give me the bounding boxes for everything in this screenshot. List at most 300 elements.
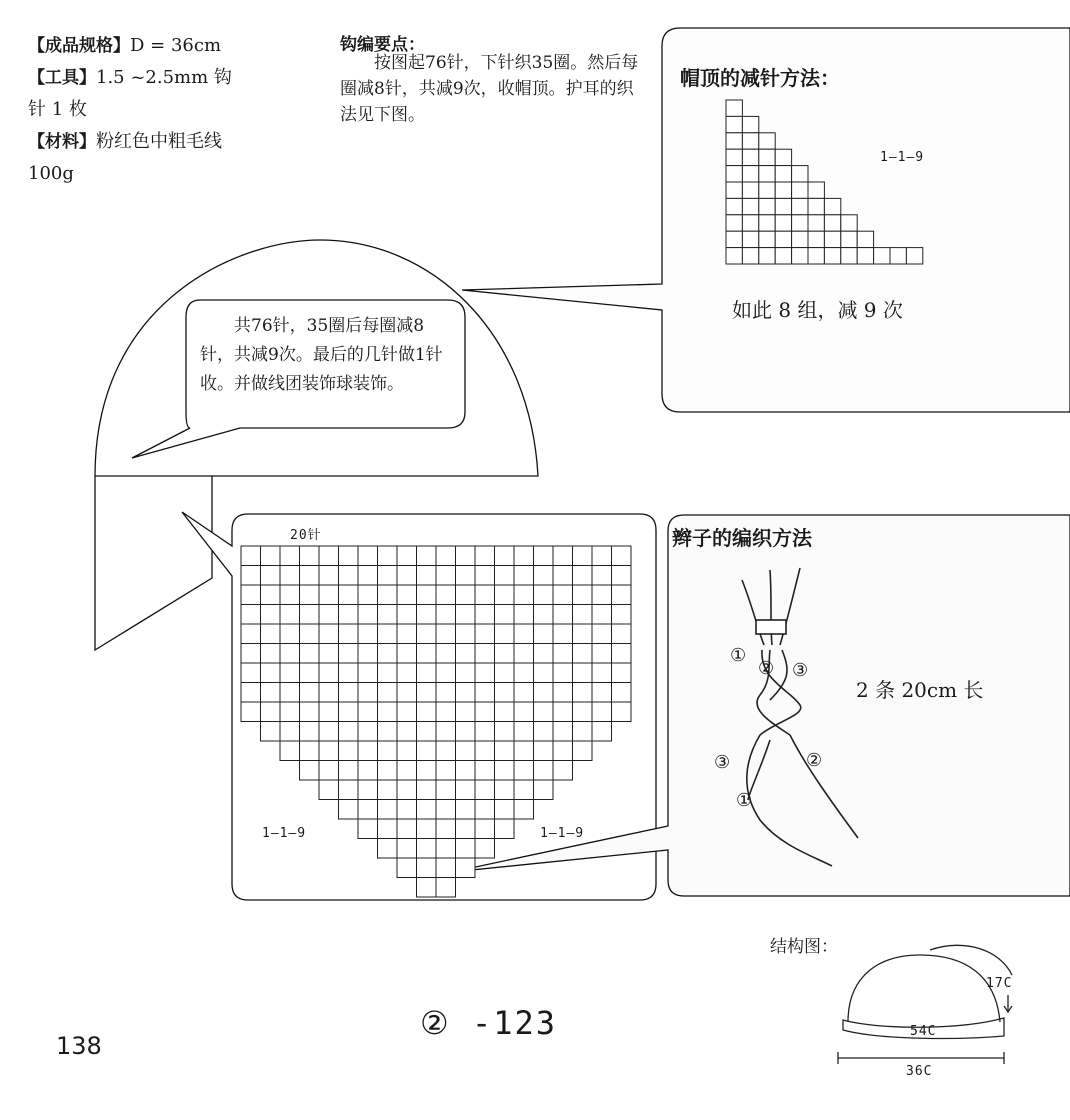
- earflap-grid-cell: [573, 644, 593, 664]
- earflap-grid-cell: [241, 683, 261, 703]
- earflap-grid-cell: [280, 585, 300, 605]
- earflap-grid-cell: [436, 741, 456, 761]
- earflap-grid-cell: [436, 800, 456, 820]
- crown-grid-cell: [841, 215, 857, 231]
- crown-grid-cell: [857, 231, 873, 247]
- earflap-grid-cell: [553, 761, 573, 781]
- earflap-grid-cell: [456, 702, 476, 722]
- earflap-grid-cell: [241, 624, 261, 644]
- earflap-grid-cell: [319, 683, 339, 703]
- spec-tool-label: 【工具】: [28, 68, 96, 88]
- spec-material-value: 粉红色中粗毛线: [96, 131, 222, 152]
- earflap-grid-cell: [534, 741, 554, 761]
- earflap-grid-cell: [417, 839, 437, 859]
- earflap-grid-cell: [397, 644, 417, 664]
- earflap-grid-cell: [358, 683, 378, 703]
- crown-grid-cell: [726, 215, 742, 231]
- braid-caption: 2 条 20cm 长: [856, 678, 984, 702]
- earflap-grid-cell: [514, 761, 534, 781]
- crown-grid-cell: [792, 231, 808, 247]
- crown-grid-cell: [759, 182, 775, 198]
- earflap-grid-cell: [280, 624, 300, 644]
- crown-grid-cell: [874, 248, 890, 264]
- earflap-grid-cell: [573, 702, 593, 722]
- earflap-grid-cell: [378, 566, 398, 586]
- spec-material-weight: 100g: [28, 163, 74, 184]
- earflap-grid-cell: [241, 566, 261, 586]
- earflap-grid-cell: [436, 663, 456, 683]
- earflap-grid-cell: [592, 605, 612, 625]
- earflap-grid-cell: [553, 585, 573, 605]
- earflap-grid-cell: [475, 683, 495, 703]
- earflap-grid-cell: [280, 683, 300, 703]
- crown-grid-cell: [792, 166, 808, 182]
- earflap-grid-cell: [417, 624, 437, 644]
- earflap-grid-cell: [300, 585, 320, 605]
- earflap-grid-cell: [358, 800, 378, 820]
- earflap-grid-cell: [300, 624, 320, 644]
- earflap-grid-cell: [456, 800, 476, 820]
- earflap-grid-cell: [456, 839, 476, 859]
- earflap-grid-cell: [436, 644, 456, 664]
- earflap-grid-cell: [241, 644, 261, 664]
- earflap-grid-cell: [456, 780, 476, 800]
- earflap-grid-cell: [495, 605, 515, 625]
- earflap-grid-cell: [378, 683, 398, 703]
- earflap-grid-cell: [378, 839, 398, 859]
- earflap-grid-cell: [319, 761, 339, 781]
- earflap-grid-cell: [436, 605, 456, 625]
- earflap-grid-cell: [534, 722, 554, 742]
- earflap-grid-cell: [397, 800, 417, 820]
- braid-label-3-bottom: ③: [714, 752, 731, 773]
- earflap-grid-cell: [514, 722, 534, 742]
- braid-label-3-top: ③: [792, 660, 809, 681]
- crown-grid-cell: [824, 231, 840, 247]
- crown-grid-cell: [742, 166, 758, 182]
- earflap-grid-cell: [495, 683, 515, 703]
- earflap-grid-cell: [397, 761, 417, 781]
- earflap-grid-cell: [300, 663, 320, 683]
- earflap-grid-cell: [280, 566, 300, 586]
- earflap-grid-cell: [514, 741, 534, 761]
- pattern-code: ② -123: [420, 1004, 558, 1042]
- earflap-grid-cell: [358, 780, 378, 800]
- crown-grid-cell: [726, 100, 742, 116]
- earflap-grid-cell: [417, 858, 437, 878]
- earflap-grid-cell: [378, 741, 398, 761]
- earflap-grid-cell: [553, 741, 573, 761]
- bubble-text: 共76针，35圈后每圈减8针，共减9次。最后的几针做1针收。并做线团装饰球装饰。: [200, 316, 443, 394]
- crown-grid-cell: [726, 149, 742, 165]
- earflap-grid-cell: [319, 546, 339, 566]
- earflap-grid-cell: [475, 624, 495, 644]
- width-dimension: [838, 1052, 1004, 1064]
- earflap-grid-cell: [534, 644, 554, 664]
- earflap-grid-cell: [261, 702, 281, 722]
- earflap-grid-cell: [261, 683, 281, 703]
- earflap-grid-cell: [319, 605, 339, 625]
- earflap-grid-cell: [339, 722, 359, 742]
- earflap-grid-cell: [514, 683, 534, 703]
- braid-label-1-top: ①: [730, 645, 747, 666]
- structure-dome: [848, 955, 1000, 1022]
- earflap-grid-cell: [553, 624, 573, 644]
- earflap-grid-cell: [436, 566, 456, 586]
- earflap-grid-cell: [358, 585, 378, 605]
- earflap-grid-cell: [378, 624, 398, 644]
- crown-rule: 1—1—9: [880, 150, 925, 165]
- earflap-grid-cell: [495, 741, 515, 761]
- earflap-grid-cell: [300, 546, 320, 566]
- earflap-grid-cell: [534, 605, 554, 625]
- earflap-grid-cell: [280, 741, 300, 761]
- earflap-grid-cell: [280, 663, 300, 683]
- earflap-grid-cell: [612, 663, 632, 683]
- earflap-grid-cell: [495, 722, 515, 742]
- earflap-grid-cell: [495, 819, 515, 839]
- hat-earflap-outline: [95, 476, 212, 650]
- crown-grid-cell: [775, 231, 791, 247]
- earflap-grid-cell: [514, 585, 534, 605]
- crown-grid-cell: [759, 198, 775, 214]
- crown-title: 帽顶的减针方法：: [680, 66, 840, 90]
- earflap-grid-cell: [456, 761, 476, 781]
- earflap-grid-cell: [339, 566, 359, 586]
- earflap-grid-cell: [300, 605, 320, 625]
- earflap-grid-cell: [475, 566, 495, 586]
- earflap-grid-cell: [397, 702, 417, 722]
- earflap-grid-cell: [612, 702, 632, 722]
- crown-grid-cell: [808, 215, 824, 231]
- earflap-grid-cell: [417, 585, 437, 605]
- earflap-grid-cell: [573, 605, 593, 625]
- earflap-grid-cell: [339, 702, 359, 722]
- earflap-grid-cell: [573, 585, 593, 605]
- earflap-grid-cell: [592, 585, 612, 605]
- earflap-grid-cell: [573, 566, 593, 586]
- crown-grid-cell: [808, 182, 824, 198]
- earflap-grid-cell: [378, 663, 398, 683]
- earflap-grid-cell: [456, 741, 476, 761]
- crown-grid-cell: [841, 248, 857, 264]
- crown-grid-cell: [792, 182, 808, 198]
- earflap-grid-cell: [339, 546, 359, 566]
- earflap-grid-cell: [592, 546, 612, 566]
- crown-grid-cell: [775, 182, 791, 198]
- earflap-grid-cell: [495, 546, 515, 566]
- braid-label-2-bottom: ②: [806, 750, 823, 771]
- earflap-grid-cell: [280, 702, 300, 722]
- crown-grid-cell: [726, 133, 742, 149]
- earflap-grid-cell: [475, 741, 495, 761]
- earflap-grid-cell: [339, 780, 359, 800]
- earflap-grid-cell: [456, 663, 476, 683]
- earflap-grid-cell: [319, 663, 339, 683]
- crown-caption: 如此 8 组，减 9 次: [732, 298, 903, 322]
- structure-title: 结构图：: [770, 937, 838, 957]
- earflap-grid-cell: [495, 702, 515, 722]
- earflap-grid-cell: [300, 722, 320, 742]
- crown-grid-cell: [742, 182, 758, 198]
- earflap-grid-cell: [553, 683, 573, 703]
- earflap-grid-cell: [358, 761, 378, 781]
- earflap-grid-cell: [280, 722, 300, 742]
- crown-grid-cell: [726, 248, 742, 264]
- crown-grid-cell: [742, 231, 758, 247]
- earflap-grid-cell: [417, 819, 437, 839]
- earflap-grid-cell: [319, 780, 339, 800]
- earflap-grid-cell: [612, 624, 632, 644]
- earflap-grid-cell: [339, 741, 359, 761]
- earflap-grid-cell: [300, 566, 320, 586]
- earflap-grid-cell: [339, 605, 359, 625]
- crown-grid-cell: [759, 215, 775, 231]
- earflap-grid-cell: [495, 566, 515, 586]
- earflap-grid-cell: [475, 644, 495, 664]
- spec-tool-count: 针 1 枚: [28, 99, 87, 120]
- earflap-grid-cell: [456, 819, 476, 839]
- crown-grid-cell: [742, 215, 758, 231]
- crown-grid-cell: [726, 231, 742, 247]
- crown-grid-cell: [742, 133, 758, 149]
- earflap-grid-cell: [514, 663, 534, 683]
- earflap-grid-cell: [534, 566, 554, 586]
- earflap-grid-cell: [612, 644, 632, 664]
- earflap-grid-cell: [261, 605, 281, 625]
- earflap-grid-cell: [456, 858, 476, 878]
- earflap-grid-cell: [612, 585, 632, 605]
- earflap-grid-cell: [456, 585, 476, 605]
- spec-size-value: D = 36cm: [130, 35, 222, 56]
- spec-material-label: 【材料】: [28, 132, 96, 152]
- earflap-grid-cell: [436, 819, 456, 839]
- structure-diagram: [838, 945, 1012, 1064]
- earflap-grid-cell: [495, 663, 515, 683]
- earflap-grid-cell: [319, 585, 339, 605]
- earflap-grid-cell: [456, 683, 476, 703]
- earflap-grid-cell: [495, 800, 515, 820]
- earflap-grid-cell: [397, 585, 417, 605]
- earflap-grid-cell: [514, 780, 534, 800]
- crown-grid-cell: [759, 166, 775, 182]
- earflap-grid-cell: [397, 683, 417, 703]
- earflap-grid-cell: [319, 624, 339, 644]
- earflap-grid-cell: [456, 644, 476, 664]
- page-number: 138: [56, 1032, 102, 1060]
- earflap-grid-cell: [417, 722, 437, 742]
- earflap-grid-cell: [514, 800, 534, 820]
- earflap-grid-cell: [475, 839, 495, 859]
- earflap-grid-cell: [397, 722, 417, 742]
- earflap-grid-cell: [534, 702, 554, 722]
- earflap-grid-cell: [417, 683, 437, 703]
- structure-height-label: 17C: [986, 976, 1013, 991]
- earflap-grid-cell: [417, 780, 437, 800]
- earflap-grid-cell: [475, 800, 495, 820]
- earflap-grid-cell: [378, 702, 398, 722]
- earflap-grid-cell: [358, 566, 378, 586]
- earflap-grid-cell: [397, 624, 417, 644]
- crown-grid-cell: [792, 198, 808, 214]
- crown-grid-cell: [808, 231, 824, 247]
- crown-grid-cell: [824, 215, 840, 231]
- crown-grid-cell: [775, 215, 791, 231]
- crown-grid-cell: [808, 248, 824, 264]
- earflap-grid-cell: [475, 722, 495, 742]
- earflap-grid-cell: [573, 683, 593, 703]
- notes-title: 钩编要点：: [340, 35, 425, 55]
- spec-tool-value: 1.5 ~2.5mm 钩: [96, 67, 232, 88]
- crown-grid-cell: [759, 133, 775, 149]
- earflap-grid-cell: [339, 761, 359, 781]
- earflap-grid-cell: [436, 780, 456, 800]
- earflap-grid-cell: [378, 644, 398, 664]
- earflap-grid-cell: [358, 819, 378, 839]
- earflap-grid-cell: [534, 663, 554, 683]
- earflap-grid-cell: [300, 761, 320, 781]
- earflap-grid-cell: [573, 741, 593, 761]
- earflap-grid-cell: [339, 663, 359, 683]
- earflap-grid-cell: [553, 722, 573, 742]
- earflap-grid-cell: [358, 663, 378, 683]
- earflap-grid-cell: [475, 761, 495, 781]
- crown-grid-cell: [742, 116, 758, 132]
- crown-grid-cell: [726, 166, 742, 182]
- crown-grid-cell: [841, 231, 857, 247]
- earflap-grid-cell: [358, 644, 378, 664]
- braid-clamp: [756, 620, 786, 634]
- crown-grid-cell: [759, 248, 775, 264]
- crown-grid-cell: [792, 248, 808, 264]
- earflap-grid-cell: [456, 566, 476, 586]
- crown-grid-cell: [890, 248, 906, 264]
- earflap-grid-cell: [378, 819, 398, 839]
- earflap-grid-cell: [300, 702, 320, 722]
- earflap-grid-cell: [417, 663, 437, 683]
- earflap-grid-cell: [417, 761, 437, 781]
- spec-size-label: 【成品规格】: [28, 36, 130, 56]
- earflap-grid-cell: [573, 663, 593, 683]
- earflap-grid-cell: [319, 566, 339, 586]
- notes-body: 按图起76针，下针织35圈。然后每圈减8针，共减9次，收帽顶。护耳的织法见下图。: [340, 53, 639, 125]
- crown-grid-cell: [824, 198, 840, 214]
- crown-grid-cell: [792, 215, 808, 231]
- earflap-grid-cell: [514, 702, 534, 722]
- braid-label-1-bottom: ①: [736, 790, 753, 811]
- earflap-top-label: 20针: [290, 528, 322, 543]
- earflap-grid-cell: [514, 644, 534, 664]
- earflap-grid-cell: [417, 800, 437, 820]
- earflap-grid-cell: [495, 780, 515, 800]
- earflap-grid-cell: [475, 546, 495, 566]
- earflap-grid-cell: [280, 605, 300, 625]
- earflap-grid-cell: [339, 644, 359, 664]
- earflap-left-rule: 1—1—9: [262, 826, 307, 841]
- earflap-grid-cell: [475, 663, 495, 683]
- earflap-grid-cell: [261, 585, 281, 605]
- earflap-grid-cell: [378, 605, 398, 625]
- earflap-grid-cell: [495, 585, 515, 605]
- earflap-grid-cell: [553, 605, 573, 625]
- crown-grid-cell: [742, 248, 758, 264]
- earflap-grid-cell: [417, 644, 437, 664]
- earflap-grid-cell: [339, 800, 359, 820]
- earflap-grid-cell: [397, 780, 417, 800]
- earflap-grid-cell: [339, 624, 359, 644]
- crown-grid-cell: [906, 248, 922, 264]
- earflap-grid-cell: [397, 566, 417, 586]
- earflap-grid-cell: [612, 546, 632, 566]
- earflap-grid-cell: [612, 566, 632, 586]
- earflap-grid-cell: [436, 761, 456, 781]
- earflap-grid-cell: [397, 546, 417, 566]
- earflap-grid-cell: [397, 605, 417, 625]
- earflap-grid-cell: [241, 663, 261, 683]
- earflap-grid-cell: [456, 722, 476, 742]
- earflap-grid-cell: [436, 683, 456, 703]
- earflap-grid-cell: [592, 683, 612, 703]
- earflap-grid-cell: [534, 780, 554, 800]
- crown-grid-cell: [775, 248, 791, 264]
- earflap-grid-cell: [436, 546, 456, 566]
- earflap-grid-cell: [358, 741, 378, 761]
- crown-grid-cell: [726, 116, 742, 132]
- earflap-grid-cell: [397, 858, 417, 878]
- crown-grid-cell: [759, 231, 775, 247]
- earflap-grid-cell: [417, 546, 437, 566]
- earflap-grid-cell: [261, 546, 281, 566]
- earflap-grid-cell: [436, 702, 456, 722]
- earflap-grid-cell: [319, 644, 339, 664]
- earflap-grid-cell: [514, 546, 534, 566]
- crown-grid-cell: [775, 149, 791, 165]
- earflap-grid-cell: [300, 644, 320, 664]
- earflap-grid-cell: [573, 546, 593, 566]
- earflap-grid-cell: [534, 761, 554, 781]
- earflap-grid-cell: [397, 819, 417, 839]
- earflap-grid-cell: [417, 878, 437, 898]
- earflap-grid-cell: [241, 702, 261, 722]
- earflap-grid-cell: [397, 839, 417, 859]
- earflap-grid-cell: [592, 663, 612, 683]
- earflap-grid-cell: [378, 800, 398, 820]
- earflap-grid-cell: [300, 683, 320, 703]
- earflap-grid-cell: [417, 605, 437, 625]
- earflap-grid-cell: [436, 624, 456, 644]
- crown-grid-cell: [726, 182, 742, 198]
- earflap-grid-cell: [534, 585, 554, 605]
- earflap-grid-cell: [573, 722, 593, 742]
- earflap-grid-cell: [592, 722, 612, 742]
- earflap-grid-cell: [261, 663, 281, 683]
- earflap-grid-cell: [378, 761, 398, 781]
- earflap-grid-cell: [261, 644, 281, 664]
- earflap-grid-cell: [280, 644, 300, 664]
- earflap-grid-cell: [495, 644, 515, 664]
- earflap-grid-cell: [319, 702, 339, 722]
- earflap-grid-cell: [397, 741, 417, 761]
- earflap-grid-cell: [592, 702, 612, 722]
- earflap-grid-cell: [475, 585, 495, 605]
- earflap-grid-cell: [456, 546, 476, 566]
- crown-grid-cell: [775, 198, 791, 214]
- earflap-grid-cell: [612, 605, 632, 625]
- earflap-grid-cell: [553, 644, 573, 664]
- earflap-grid-cell: [573, 624, 593, 644]
- earflap-grid-cell: [397, 663, 417, 683]
- crown-grid-cell: [775, 166, 791, 182]
